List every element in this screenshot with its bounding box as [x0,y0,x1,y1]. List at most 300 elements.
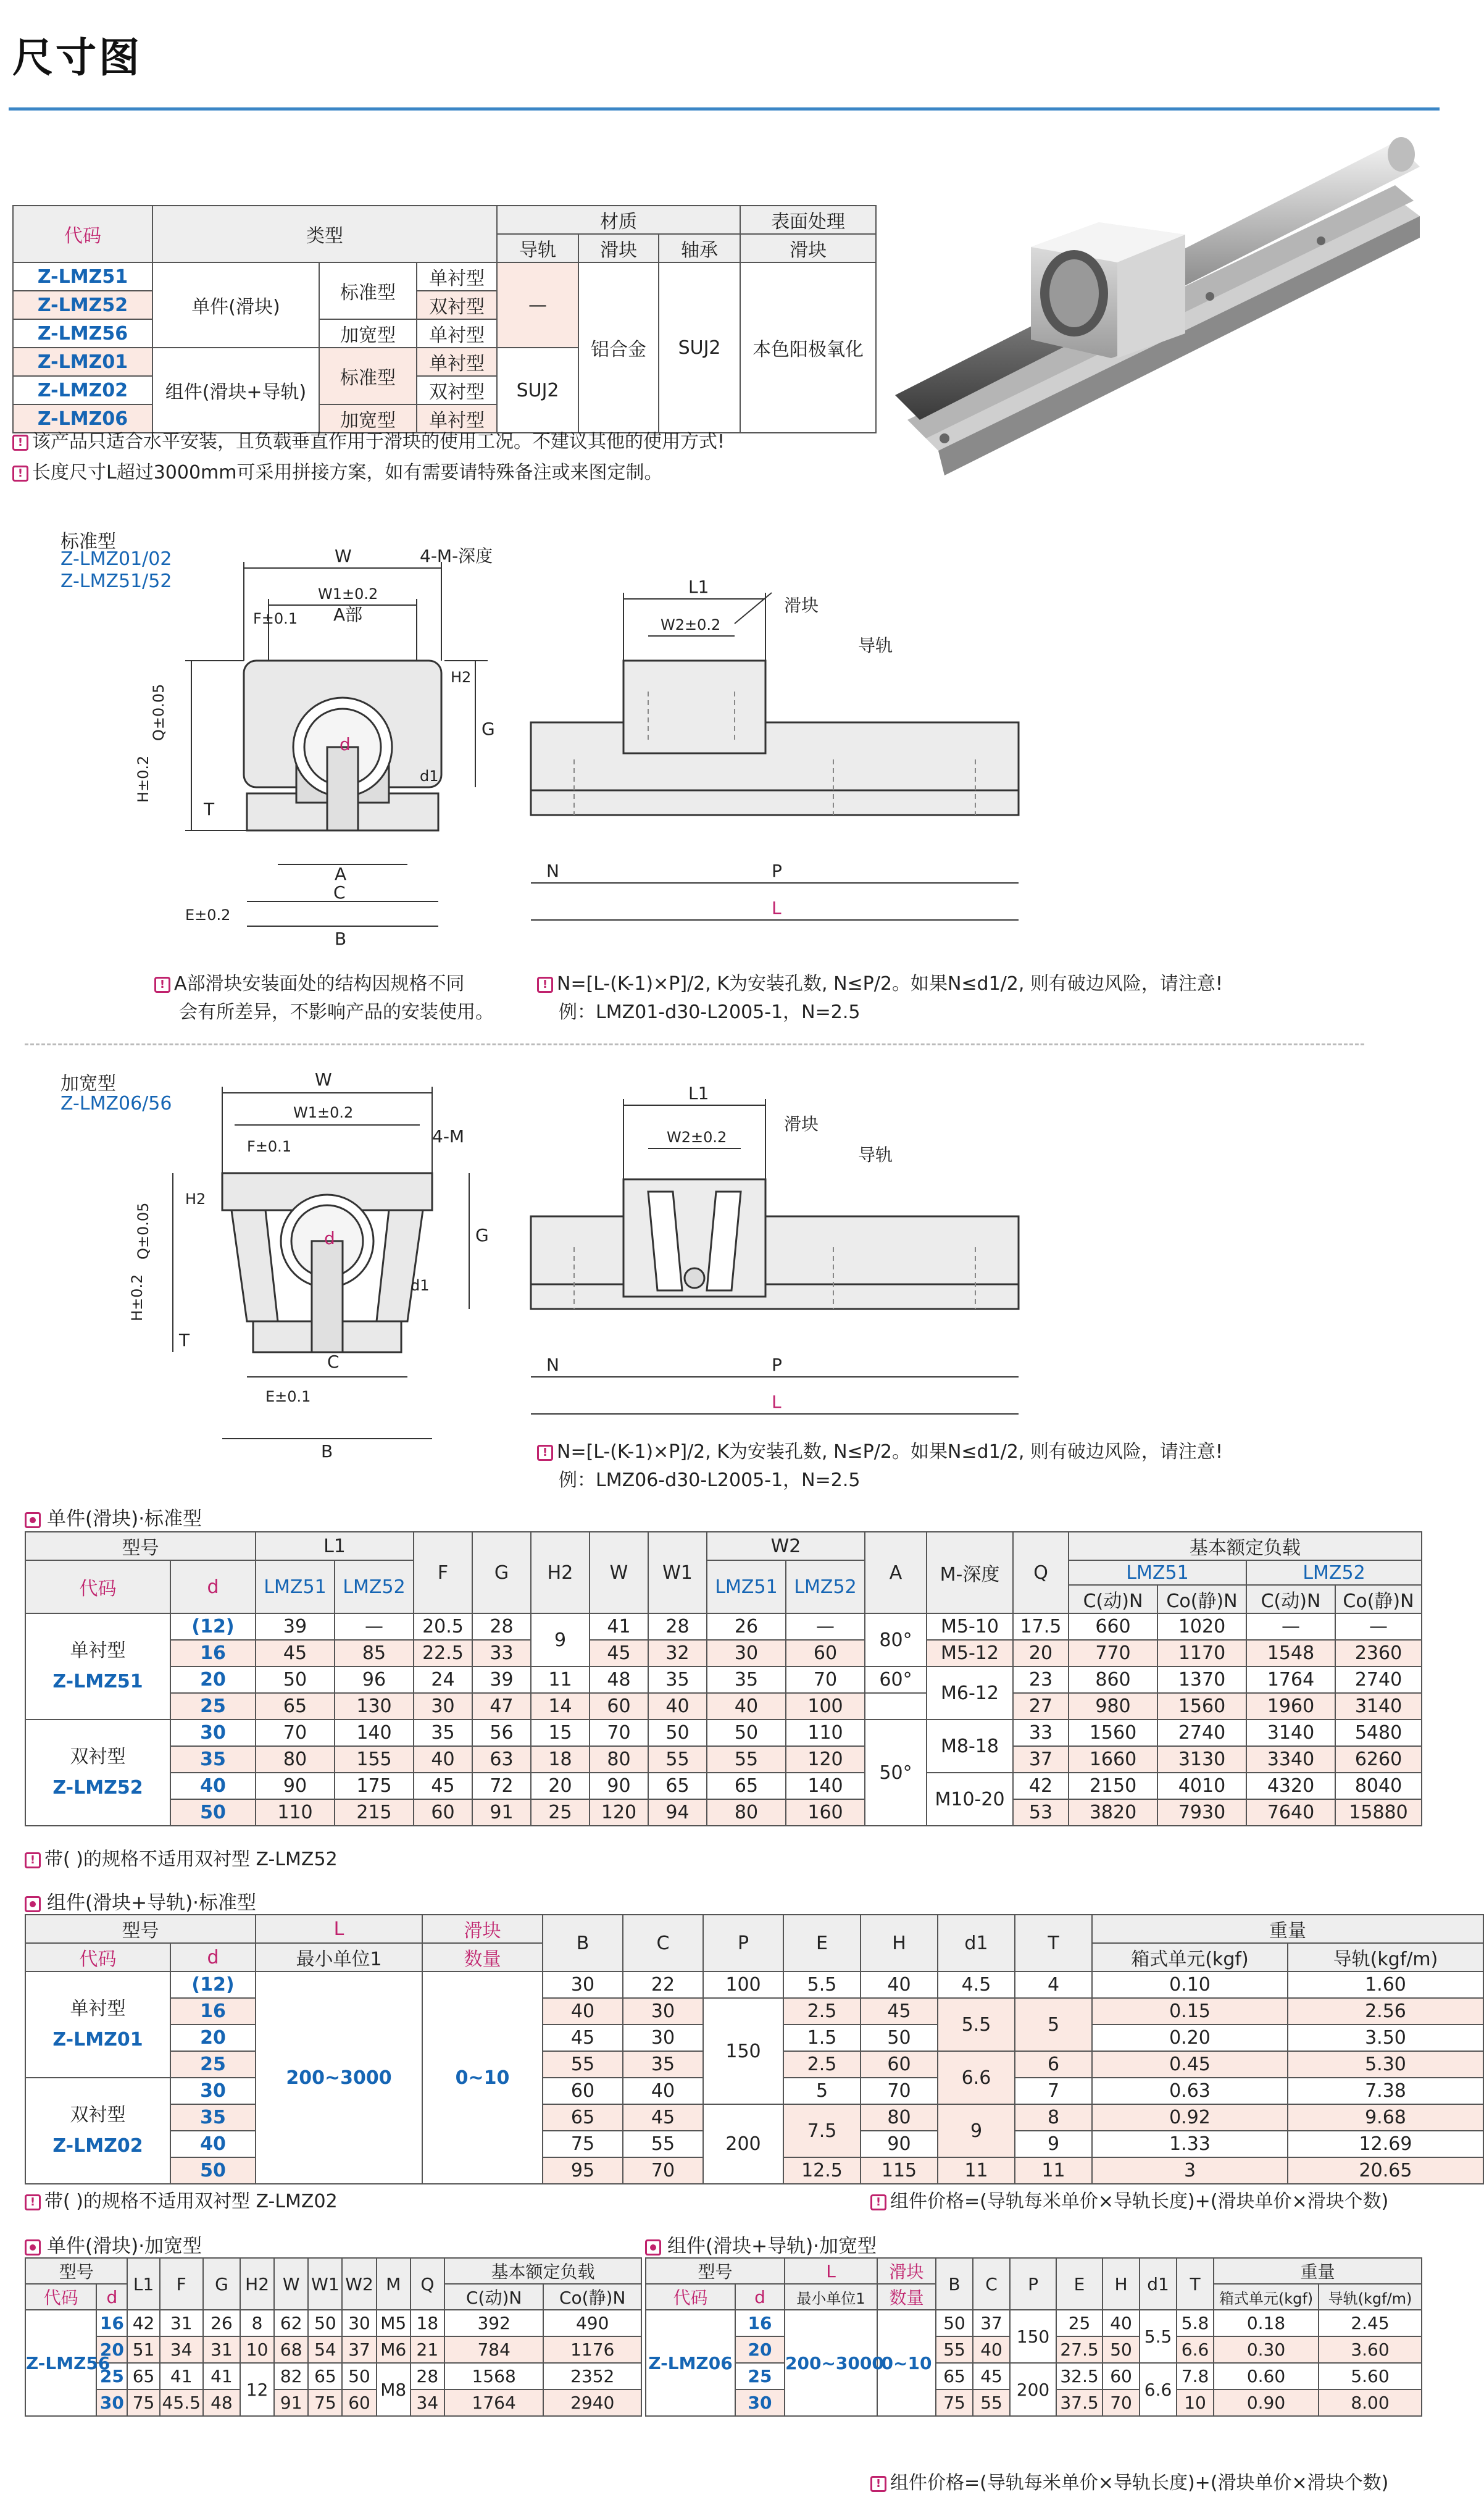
table-cell: P [703,1915,783,1971]
table-cell: 50 [1103,2336,1140,2363]
table-cell: 90 [861,2131,938,2157]
table-cell: — [335,1613,414,1640]
table-cell: 40 [1103,2310,1140,2336]
table-cell: 48 [590,1666,648,1693]
table-cell: 40 [707,1693,786,1720]
table-cell: 20.5 [414,1613,472,1640]
table-cell: 25 [170,1693,256,1720]
svg-text:d1: d1 [411,1277,430,1294]
table-cell: — [1246,1613,1335,1640]
type-material-table [12,205,877,433]
svg-text:L: L [772,898,782,918]
warning-icon: ! [537,977,553,993]
table-cell: 120 [786,1746,865,1773]
table-cell: 6.6 [938,2051,1015,2104]
table-cell: 0.20 [1092,2025,1288,2051]
table-cell: 6.6 [1140,2363,1177,2416]
table-cell: 35 [414,1720,472,1746]
table-cell: E [1056,2258,1103,2310]
table-cell: 3130 [1157,1746,1246,1773]
table-cell: 1660 [1069,1746,1157,1773]
table-cell: G [203,2258,240,2310]
table-cell: 75 [127,2389,159,2416]
table-cell: 0.45 [1092,2051,1288,2078]
text-label: 双衬型 [70,1746,126,1768]
table-cell: 1764 [444,2389,543,2416]
table-cell: Q [1013,1532,1069,1613]
table-cell: 110 [256,1799,335,1826]
table-cell: 60 [861,2051,938,2078]
table-cell: 3 [1092,2157,1288,2184]
table-cell: M5 [377,2310,411,2336]
table-cell: 30 [707,1640,786,1666]
table-cell: M8-18 [927,1720,1013,1773]
table-cell: 45.5 [160,2389,203,2416]
table-cell: 50 [308,2310,342,2336]
table-cell: 41 [203,2363,240,2389]
table-cell: 0.10 [1092,1971,1288,1998]
table-cell: A [865,1532,927,1613]
table-cell: 3.60 [1319,2336,1422,2363]
table-cell: 41 [590,1613,648,1640]
table-cell: 5.30 [1288,2051,1483,2078]
table-cell: 51 [127,2336,159,2363]
table-cell: 70 [786,1666,865,1693]
table-cell: (12) [170,1613,256,1640]
svg-text:滑块: 滑块 [784,1114,819,1134]
sec4-heading [645,2230,877,2258]
svg-text:C: C [333,882,346,903]
table-cell: 35 [170,1746,256,1773]
table-cell: 11 [1015,2157,1092,2184]
diagram1-note-right [537,968,1223,995]
table-cell: 160 [786,1799,865,1826]
table-cell: Q [411,2258,444,2310]
text-label: N=[L-(K-1)×P]/2, K为安装孔数, N≤P/2。如果N≤d1/2, 则有破边风险，请注意! [557,973,1223,995]
table-cell: d [735,2284,785,2310]
page-title: 尺寸图 [12,34,142,82]
code-cell: Z-LMZ52 [13,291,152,319]
code-cell: Z-LMZ06 [13,404,152,433]
diagram2-side-view [525,1083,1031,1432]
table-cell: 60 [1103,2363,1140,2389]
table-cell: 6 [1015,2051,1092,2078]
table-cell: 箱式单元(kgf) [1092,1943,1288,1971]
table-cell: 50 [936,2310,973,2336]
svg-text:P: P [772,861,782,881]
table-cell: 784 [444,2336,543,2363]
table-cell: 39 [472,1666,531,1693]
title-underline [9,107,1440,111]
text-label: Z-LMZ02 [52,2135,143,2157]
table-cell: H2 [240,2258,274,2310]
table-cell: 30 [96,2389,127,2416]
table-cell: 31 [203,2336,240,2363]
table-cell: 60 [786,1640,865,1666]
table-cell: L [785,2258,877,2284]
table-cell: 2.56 [1288,1998,1483,2025]
table-cell: 27 [1013,1693,1069,1720]
svg-text:4-M: 4-M [432,1126,465,1147]
table-cell: 200~3000 [256,1971,422,2184]
table-cell: 45 [256,1640,335,1666]
svg-text:H2: H2 [451,669,472,686]
bush-single: 单衬型 [417,319,497,348]
divider [25,1043,1364,1045]
table-cell: 1960 [1246,1693,1335,1720]
table-cell: W [590,1532,648,1613]
table-cell: 28 [648,1613,707,1640]
bush-single: 单衬型 [417,262,497,291]
svg-text:L1: L1 [688,577,709,597]
table-cell: 42 [127,2310,159,2336]
table-cell: 200 [703,2104,783,2184]
table-cell: 75 [936,2389,973,2416]
table-cell: 42 [1013,1773,1069,1799]
table-cell: 60 [414,1799,472,1826]
text-label: A部滑块安装面处的结构因规格不同 [174,973,465,995]
table-cell: 5.5 [783,1971,861,1998]
table-cell: 40 [973,2336,1010,2363]
table-cell: 20 [531,1773,590,1799]
table-cell: 60 [342,2389,376,2416]
table-cell: 15 [531,1720,590,1746]
table-cell: 68 [274,2336,308,2363]
table-cell: 5.60 [1319,2363,1422,2389]
table-cell: W1 [308,2258,342,2310]
table-cell: 0.18 [1214,2310,1319,2336]
text-label: 带( )的规格不适用双衬型 Z-LMZ02 [44,2191,338,2212]
table-cell: 25 [735,2363,785,2389]
table-cell: 1764 [1246,1666,1335,1693]
table-cell: 2352 [543,2363,641,2389]
svg-text:F±0.1: F±0.1 [247,1138,292,1155]
table-cell: 35 [623,2051,703,2078]
table-cell: 22.5 [414,1640,472,1666]
table-cell: 1176 [543,2336,641,2363]
table-cell: 6.6 [1177,2336,1214,2363]
table-cell: 1020 [1157,1613,1246,1640]
table-cell: 82 [274,2363,308,2389]
table-cell: 18 [531,1746,590,1773]
table-cell: 2150 [1069,1773,1157,1799]
table-cell: W2 [342,2258,376,2310]
table-cell: 50 [861,2025,938,2051]
text-label: 单衬型 [70,1640,126,1662]
table-cell: 16 [170,1998,256,2025]
text-label: 单件(滑块)·加宽型 [47,2235,202,2257]
table-cell: 代码 [25,1943,170,1971]
table-cell: 滑块 [877,2258,936,2284]
table-cell: 30 [623,2025,703,2051]
sec3-heading [25,2230,202,2258]
svg-text:A: A [335,864,347,884]
table-cell: 55 [973,2389,1010,2416]
table-cell: W [274,2258,308,2310]
table-cell: — [786,1613,865,1640]
table-cell: 50 [170,2157,256,2184]
table-cell: 50 [342,2363,376,2389]
table-cell: 70 [1103,2389,1140,2416]
svg-text:滑块: 滑块 [784,595,819,616]
table-cell: 100 [786,1693,865,1720]
table-cell: E [783,1915,861,1971]
code-cell: Z-LMZ56 [13,319,152,348]
text-label: Z-LMZ52 [52,1777,143,1799]
table-cell: H [861,1915,938,1971]
table-cell: 基本额定负载 [444,2258,641,2284]
table-cell: 32 [648,1640,707,1666]
table-cell: 4320 [1246,1773,1335,1799]
table-cell: 5 [1015,1998,1092,2051]
table-cell: M-深度 [927,1532,1013,1613]
note-length [12,457,663,484]
table-cell: 21 [411,2336,444,2363]
svg-text:H±0.2: H±0.2 [128,1274,146,1321]
table-cell: 9 [531,1613,590,1666]
table-cell: 导轨(kgf/m) [1319,2284,1422,2310]
table-cell: 27.5 [1056,2336,1103,2363]
table-cell: 0.60 [1214,2363,1319,2389]
table-cell: 滑块 [422,1915,543,1943]
diagram1-example: 例：LMZ01-d30-L2005-1，N=2.5 [559,1001,861,1023]
table-cell: 660 [1069,1613,1157,1640]
table-cell: 8 [240,2310,274,2336]
col-surface: 表面处理 [740,206,876,234]
table-cell: 1170 [1157,1640,1246,1666]
table-cell: 0~10 [422,1971,543,2184]
table-cell: 1.60 [1288,1971,1483,1998]
table-cell: Co(静)N [1335,1585,1422,1613]
table-cell: 0.90 [1214,2389,1319,2416]
table-cell: 数量 [877,2284,936,2310]
sec2-price [870,2186,1388,2213]
code-cell: Z-LMZ02 [13,376,152,404]
table-cell: 860 [1069,1666,1157,1693]
table-cell: T [1015,1915,1092,1971]
text-label: 组件(滑块+导轨)·加宽型 [667,2235,877,2257]
svg-text:H±0.2: H±0.2 [135,755,152,803]
table-cell: 40 [648,1693,707,1720]
table-cell: 91 [274,2389,308,2416]
table-cell [865,1693,927,1720]
svg-text:W: W [315,1069,332,1090]
table-cell: 50 [648,1720,707,1746]
table-cell: H2 [531,1532,590,1613]
type-std: 标准型 [319,262,417,319]
table-cell: L1 [256,1532,414,1560]
table-cell: 5.8 [1177,2310,1214,2336]
table-cell: F [160,2258,203,2310]
table-cell: 10 [240,2336,274,2363]
table-cell: 770 [1069,1640,1157,1666]
table-cell: M5-10 [927,1613,1013,1640]
table-cell: 50 [256,1666,335,1693]
table-cell: 40 [543,1998,623,2025]
text-label: 该产品只适合水平安装，且负载垂直作用于滑块的使用工况。不建议其他的使用方式! [32,431,725,453]
table-cell: 40 [623,2078,703,2104]
table-cell: F [414,1532,472,1613]
table-cell: 型号 [25,2258,127,2284]
table-cell: 63 [472,1746,531,1773]
col-surf-slider: 滑块 [740,234,876,262]
table-cell: 4010 [1157,1773,1246,1799]
table-cell: W2 [707,1532,865,1560]
table-cell: 90 [256,1773,335,1799]
table-cell: 31 [160,2310,203,2336]
table-cell: 200 [1010,2363,1056,2416]
table-cell: 37 [1013,1746,1069,1773]
table-cell: 1.33 [1092,2131,1288,2157]
table-cell: 17.5 [1013,1613,1069,1640]
diagram2-type: 加宽型 [60,1073,116,1095]
table-cell: 型号 [25,1915,256,1943]
table-cell: 37.5 [1056,2389,1103,2416]
table-cell: M [377,2258,411,2310]
table-cell: 65 [936,2363,973,2389]
svg-text:H2: H2 [185,1190,206,1208]
table-cell: 28 [472,1613,531,1640]
svg-text:G: G [475,1225,489,1245]
table-cell: 80° [865,1613,927,1666]
table-cell: 型号 [25,1532,256,1560]
table-cell: 代码 [25,2284,96,2310]
table-cell: H [1103,2258,1140,2310]
table-cell: M5-12 [927,1640,1013,1666]
table-cell [25,1720,170,1826]
svg-text:W2±0.2: W2±0.2 [661,616,721,633]
rail-material: SUJ2 [497,348,578,433]
table-cell: 8040 [1335,1773,1422,1799]
svg-text:导轨: 导轨 [858,635,893,656]
code-cell: Z-LMZ01 [13,348,152,376]
table-cell: 7.8 [1177,2363,1214,2389]
table-cell: W1 [648,1532,707,1613]
table-cell: 箱式单元(kgf) [1214,2284,1319,2310]
table-cell: 94 [648,1799,707,1826]
table-cell: 30 [170,1720,256,1746]
table-cell: 40 [861,1971,938,1998]
table-cell: 48 [203,2389,240,2416]
table-cell: 55 [936,2336,973,2363]
svg-text:C: C [327,1352,340,1372]
sec1-table [25,1531,1422,1826]
sec2-heading [25,1887,256,1915]
table-cell: 4 [1015,1971,1092,1998]
svg-text:B: B [321,1441,333,1461]
svg-text:N: N [546,861,559,881]
table-cell: 35 [707,1666,786,1693]
type-wide: 加宽型 [319,404,417,433]
table-cell: 65 [648,1773,707,1799]
table-cell: 14 [531,1693,590,1720]
svg-text:Q±0.05: Q±0.05 [135,1202,152,1260]
diagram1-type: 标准型 [60,531,116,553]
type-single: 单件(滑块) [152,262,319,348]
table-cell: 7 [1015,2078,1092,2104]
table-cell: 22 [623,1971,703,1998]
table-cell: 3.50 [1288,2025,1483,2051]
table-cell: 8 [1015,2104,1092,2131]
table-cell: Z-LMZ06 [646,2310,735,2416]
svg-text:L1: L1 [688,1083,709,1103]
table-cell: 45 [414,1773,472,1799]
text-label: 单件(滑块)·标准型 [47,1508,202,1530]
table-cell: 基本额定负载 [1069,1532,1422,1560]
table-cell: 重量 [1214,2258,1422,2284]
table-cell: 91 [472,1799,531,1826]
table-cell: 80 [707,1799,786,1826]
col-rail: 导轨 [497,234,578,262]
table-cell: 30 [414,1693,472,1720]
table-cell: 0.92 [1092,2104,1288,2131]
table-cell: T [1177,2258,1214,2310]
table-cell: 120 [590,1799,648,1826]
warning-icon: ! [12,435,28,451]
text-label: 长度尺寸L超过3000mm可采用拼接方案，如有需要请特殊备注或来图定制。 [32,462,663,483]
table-cell: 30 [170,2078,256,2104]
table-cell: 55 [543,2051,623,2078]
table-cell: 20 [96,2336,127,2363]
sec2-note [25,2186,338,2213]
warning-icon: ! [12,466,28,482]
text-label: 带( )的规格不适用双衬型 Z-LMZ52 [44,1849,338,1870]
table-cell: 70 [623,2157,703,2184]
table-cell: 70 [590,1720,648,1746]
table-cell: 34 [160,2336,203,2363]
diagram1-note-left-2: 会有所差异，不影响产品的安装使用。 [179,1001,494,1023]
table-cell: C(动)N [1069,1585,1157,1613]
diagram2-models: Z-LMZ06/56 [60,1093,172,1114]
table-cell: 30 [342,2310,376,2336]
table-cell: 140 [335,1720,414,1746]
table-cell: 7.38 [1288,2078,1483,2104]
table-cell: d [170,1943,256,1971]
table-cell: 2740 [1157,1720,1246,1746]
table-cell: 10 [1177,2389,1214,2416]
table-cell: 90 [590,1773,648,1799]
table-cell: 9.68 [1288,2104,1483,2131]
table-cell: 35 [648,1666,707,1693]
code-cell: Z-LMZ51 [13,262,152,291]
table-cell: 1560 [1157,1693,1246,1720]
svg-text:4-M-深度: 4-M-深度 [420,546,493,566]
table-cell: 25 [170,2051,256,2078]
table-cell: 1560 [1069,1720,1157,1746]
table-cell: 5480 [1335,1720,1422,1746]
table-cell: M10-20 [927,1773,1013,1826]
table-cell: P [1010,2258,1056,2310]
table-cell: 33 [472,1640,531,1666]
text-label: 单衬型 [70,1998,126,2020]
table-cell: 65 [127,2363,159,2389]
table-cell: 20.65 [1288,2157,1483,2184]
table-cell: 2.5 [783,2051,861,2078]
table-cell: 25 [96,2363,127,2389]
table-cell [25,2078,170,2184]
svg-text:G: G [481,719,495,739]
surface-treatment: 本色阳极氧化 [740,262,876,433]
svg-text:P: P [772,1355,782,1375]
col-material: 材质 [497,206,740,234]
table-cell: 4.5 [938,1971,1015,1998]
table-cell: 代码 [25,1560,170,1613]
table-cell: 60 [590,1693,648,1720]
table-cell: 11 [531,1666,590,1693]
table-cell: 0.63 [1092,2078,1288,2104]
col-code: 代码 [13,206,152,262]
table-cell: 2.5 [783,1998,861,2025]
